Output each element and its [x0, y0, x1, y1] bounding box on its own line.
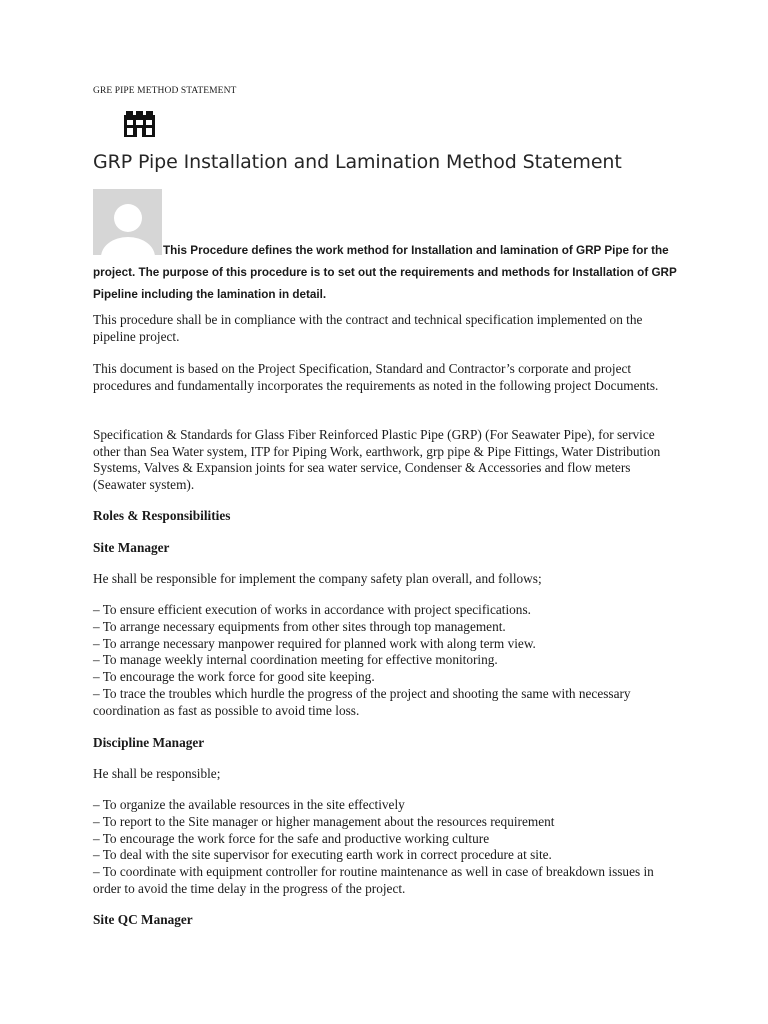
list-item: – To encourage the work force for good site keeping. — [93, 669, 375, 685]
paragraph: Specification & Standards for Glass Fiber Reinforced Plastic Pipe (GRP) (For Seawater Pipe), for service other than Sea Water system, ITP for Piping Work, earthwork, grp pipe & Pipe Fittings, Water Distribution Systems, Valves & Expansion joints for sea water service, Condenser & Accessories and flow meters (Seawater system). — [93, 427, 661, 492]
list-item: – To manage weekly internal coordination meeting for effective monitoring. — [93, 652, 498, 668]
intro-paragraph — [93, 240, 678, 306]
list-item: – To ensure efficient execution of works in accordance with project specifications. — [93, 602, 531, 617]
list-item: – To trace the troubles which hurdle the progress of the project and shooting the same with necessary coordination as fast as possible to avoid time loss. — [93, 685, 631, 718]
page-title: GRP Pipe Installation and Lamination Method Statement — [93, 151, 622, 173]
building-logo-icon — [123, 110, 156, 138]
list-item: – To arrange necessary manpower required for planned work with along term view. — [93, 635, 536, 651]
discipline-manager-lead: He shall be responsible; — [93, 766, 221, 781]
list-item: – To arrange necessary equipments from other sites through top management. — [93, 618, 506, 634]
site-manager-list — [93, 602, 683, 720]
paragraph: This document is based on the Project Specification, Standard and Contractor’s corporate and project procedures and fundamentally incorporates the requirements as noted in the following project Documents. — [93, 361, 659, 393]
list-item: – To organize the available resources in the site effectively — [93, 797, 405, 812]
list-item: – To encourage the work force for the safe and productive working culture — [93, 830, 490, 846]
discipline-manager-list — [93, 797, 683, 898]
intro-text: This Procedure defines the work method for Installation and lamination of GRP Pipe for the project. The purpose of this procedure is to set out the requirements and methods for Installation of GRP Pipeline including the lamination in detail. — [93, 244, 677, 301]
paragraph: This procedure shall be in compliance with the contract and technical specification implemented on the pipeline project. — [93, 312, 643, 344]
list-item: – To deal with the site supervisor for executing earth work in correct procedure at site. — [93, 847, 552, 863]
site-manager-heading: Site Manager — [93, 540, 170, 555]
list-item: – To coordinate with equipment controller for routine maintenance as well in case of breakdown issues in order to avoid the time delay in the progress of the project. — [93, 864, 654, 896]
site-qc-manager-heading: Site QC Manager — [93, 912, 193, 927]
discipline-manager-heading: Discipline Manager — [93, 735, 205, 750]
list-item: – To report to the Site manager or higher management about the resources requirement — [93, 813, 555, 829]
site-manager-lead: He shall be responsible for implement the company safety plan overall, and follows; — [93, 571, 542, 586]
roles-heading: Roles & Responsibilities — [93, 508, 231, 523]
header-label: GRE PIPE METHOD STATEMENT — [93, 86, 237, 96]
